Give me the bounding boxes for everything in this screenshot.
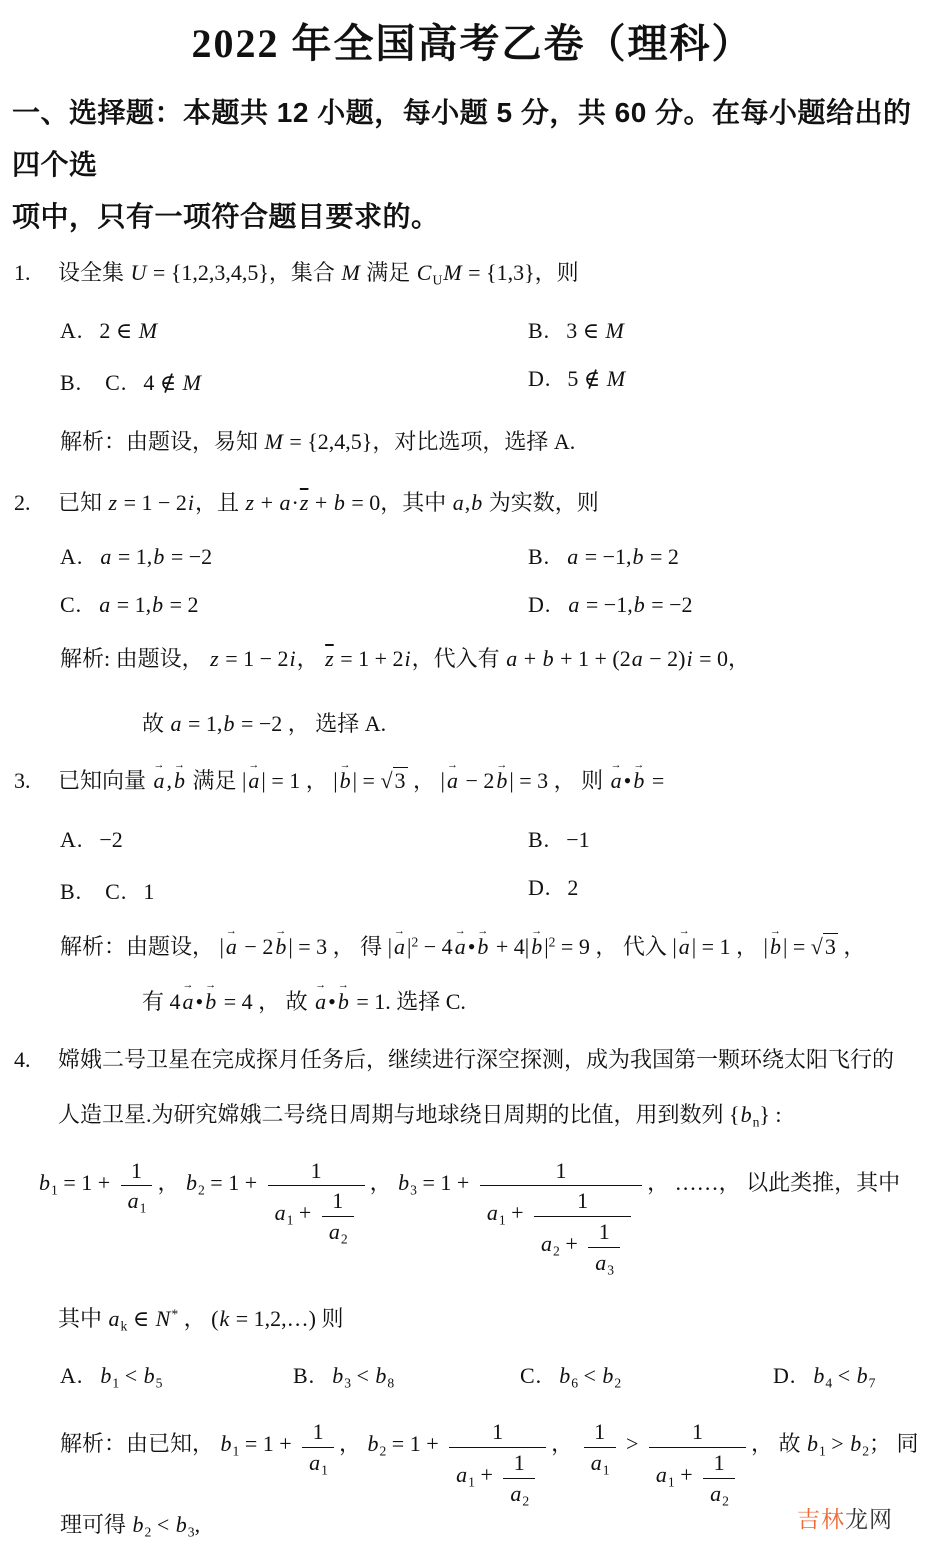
option-b [293,1363,520,1391]
question-stem-continued: 人造卫星.为研究嫦娥二号绕日周期与地球绕日周期的比值，用到数列 {bn} : [58,1102,782,1130]
option-c [520,1363,773,1391]
question-options [60,544,933,618]
question-2 [12,488,933,740]
option-label: D. [528,365,552,391]
option-value: −1 [566,826,590,852]
option-c [60,592,528,618]
option-a [60,827,528,853]
question-1 [12,258,933,457]
question-number: 4. [14,1047,31,1073]
option-label: D. [528,592,552,618]
question-options [60,1363,933,1391]
question-options [60,318,933,397]
analysis-line: 有 4a →•b → = 4 ， 故 a →•b → = 1. 选择 C. [142,987,933,1018]
option-a [60,1363,293,1391]
option-d [528,366,933,397]
page-title: 2022 年全国高考乙卷（理科） [191,21,754,66]
option-d [528,592,933,618]
instructions-line1: 一、选择题：本题共 12 小题，每小题 5 分，共 60 分。在每小题给出的四个选 [12,97,912,180]
question-stem: 设全集 U = {1,2,3,4,5}，集合 M 满足 CUM = {1,3}，则 [58,260,579,288]
option-label: B. [528,826,551,852]
option-value: 1 [143,878,155,904]
option-value: b3 < b8 [332,1362,395,1391]
instructions-line2: 项中，只有一项符合题目要求的。 [12,200,440,232]
watermark-secondary: 龙网 [845,1506,893,1532]
condition-line: 其中 ak ∈ N* ， (k = 1,2,…) 则 [58,1305,344,1333]
question-stem: 已知 z = 1 − 2i，且 $z + a\cdot\overline{z} + b = 0$，其中 a,b 为实数，则 [58,489,599,515]
option-value: a = −1,b = 2 [567,544,679,570]
analysis-line: 解析：由题设，易知 M = {2,4,5}，对比选项，选择 A. [60,428,576,454]
option-value: 2 [567,874,579,900]
option-a [60,544,528,570]
option-label: D. [528,874,552,900]
option-label: B. [293,1362,316,1388]
option-d [528,875,933,906]
watermark [797,1501,893,1534]
option-c [60,366,528,397]
option-label: C. [60,592,83,618]
option-value: 5 ∉ M [567,365,626,391]
option-value: a = −1,b = −2 [568,592,693,618]
option-b [528,544,933,570]
question-options [60,827,933,906]
option-b [528,318,933,344]
option-label: A. [60,544,84,570]
option-label: A. [60,826,84,852]
question-stem: 嫦娥二号卫星在完成探月任务后，继续进行深空探测，成为我国第一颗环绕太阳飞行的 [58,1047,895,1073]
option-value: 4 ∉ M [143,369,201,395]
option-label: B. C. [60,878,128,904]
analysis-line: 解析：由题设， |a → − 2b →| = 3 ， 得 $|a \to|^2 - 4a$ →•b → + $4|b \to|^2 = 9$ ， 代入 |a →| = 1 ， |b →| = √3 ， [60,932,933,963]
watermark-primary: 吉林 [797,1506,845,1532]
option-value: a = 1,b = −2 [100,544,213,570]
option-label: D. [773,1362,797,1388]
question-number: 3. [14,768,31,794]
analysis-line: 解析：由已知， b1 = 1 + $\frac{1}{a1}$ ， b2 = 1 + 1 a1 + $\frac{1}{a2}$ ， $\frac{1}{a1}$ > 1 a1 + $\frac{1}{a2}$ ， 故 b1 > b2； 同理可得 b2 < b3, [60,1419,919,1540]
question-3 [12,766,933,1017]
option-label: A. [60,1362,84,1388]
option-value: b1 < b5 [100,1362,163,1391]
option-value: b4 < b7 [813,1362,876,1391]
option-label: C. [520,1362,543,1388]
section-instructions [12,87,933,242]
option-d [773,1363,933,1391]
option-value: 2 ∈ M [99,317,158,343]
option-c [60,875,528,906]
question-4 [12,1045,933,1541]
option-value: b6 < b2 [559,1362,622,1391]
option-value: −2 [99,826,123,852]
question-stem: 已知向量 a →,b → 满足 |a →| = 1 ， |b →| = √3 ， |a → − 2b →| = 3 ， 则 a →•b → = [58,766,933,797]
analysis-line: 解析: 由题设， z = 1 − 2i， $\overline{z} = 1 + 2i$，代入有 a + b + 1 + (2a − 2)i = 0， [60,646,751,672]
formula-line: b1 = 1 + $\frac{1}{a1}$ ， b2 = 1 + 1 a1 + $\frac{1}{a2}$ ， b3 = 1 + 1 a1 + 1 a2 + $\frac{1}{a3}$ ， ……， 以此类推，其中 [38,1156,933,1280]
option-a [60,318,528,344]
analysis-line: 故 a = 1,b = −2 ， 选择 A. [142,711,387,737]
option-label: A. [60,317,84,343]
question-number: 2. [14,489,31,515]
option-label: B. C. [60,369,128,395]
option-value: 3 ∈ M [566,317,624,343]
option-label: B. [528,544,551,570]
option-label: B. [528,317,551,343]
question-number: 1. [14,260,31,286]
option-b [528,827,933,853]
option-value: a = 1,b = 2 [99,592,199,618]
